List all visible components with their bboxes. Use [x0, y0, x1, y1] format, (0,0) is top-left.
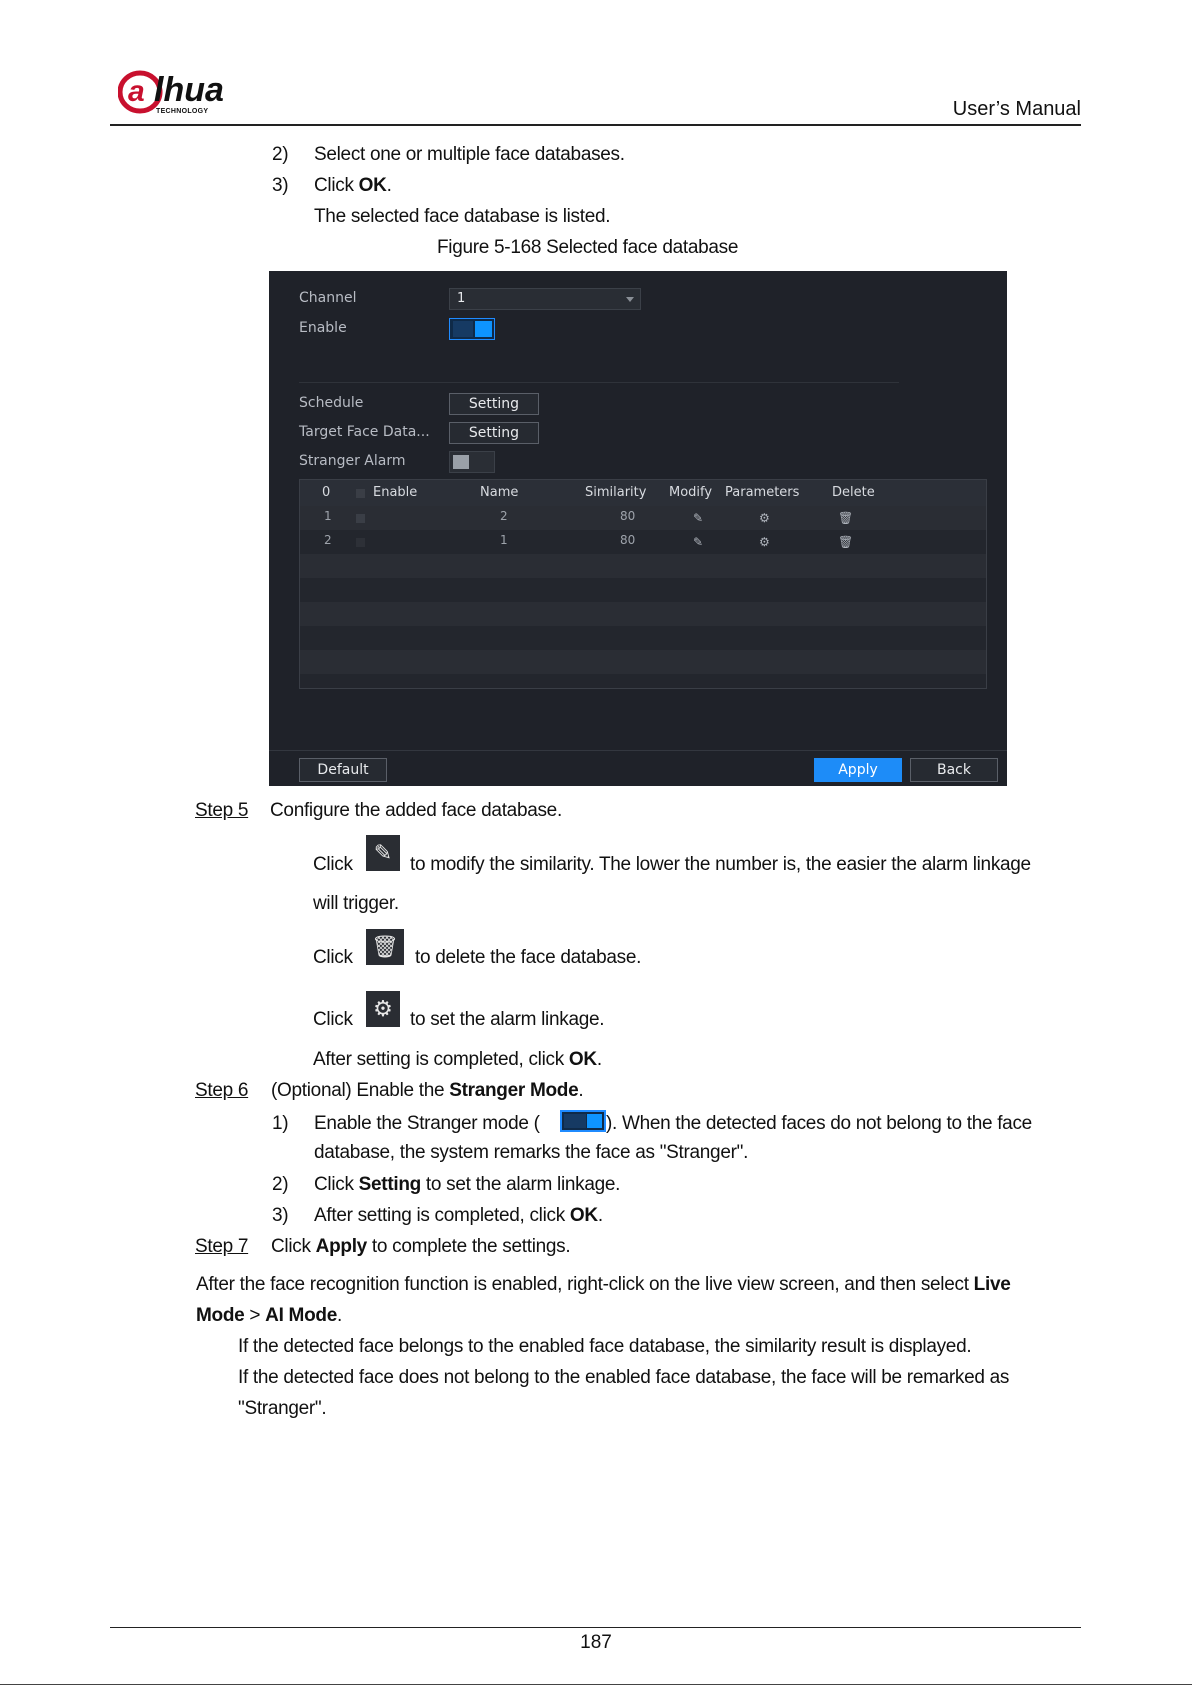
- row-enable-checkbox[interactable]: [356, 538, 365, 547]
- table-row-empty: [300, 578, 986, 602]
- alarm-text: to set the alarm linkage.: [410, 1009, 605, 1030]
- row-similarity: 80: [620, 509, 636, 523]
- gear-icon[interactable]: ⚙: [759, 535, 770, 549]
- row-similarity: 80: [620, 533, 636, 547]
- bullet-2-line2: "Stranger".: [238, 1398, 327, 1419]
- table-row-empty: [300, 626, 986, 650]
- row-index: 2: [324, 533, 332, 547]
- bullet-2-line1: If the detected face does not belong to the enabled face database, the face will be remarked as: [238, 1367, 1010, 1388]
- listed-note: The selected face database is listed.: [314, 206, 611, 227]
- stranger-alarm-toggle[interactable]: [449, 451, 495, 473]
- enable-label: Enable: [299, 320, 347, 336]
- header-rule: [110, 124, 1081, 126]
- gear-icon: ⚙: [366, 991, 400, 1027]
- channel-label: Channel: [299, 290, 357, 306]
- col-similarity: Similarity: [585, 485, 647, 500]
- trash-icon[interactable]: 🗑: [838, 511, 854, 525]
- sub3-text: After setting is completed, click OK.: [314, 1205, 603, 1226]
- default-button[interactable]: Default: [299, 758, 387, 782]
- enable-toggle[interactable]: [449, 318, 495, 340]
- face-db-table: [299, 479, 987, 689]
- sub-num: 2): [272, 1174, 289, 1195]
- svg-text:a: a: [128, 75, 145, 108]
- step7-text: Click Apply to complete the settings.: [271, 1236, 571, 1257]
- sub-num: 3): [272, 1205, 289, 1226]
- click-text: Click: [313, 854, 353, 875]
- after-setting-text: After setting is completed, click OK.: [313, 1049, 602, 1070]
- target-face-db-label: Target Face Data...: [299, 424, 430, 440]
- step5-text: Configure the added face database.: [270, 800, 562, 821]
- pencil-icon: ✎: [366, 835, 400, 871]
- col-name: Name: [480, 485, 519, 500]
- footer-rule: [110, 1627, 1081, 1628]
- step-text: Select one or multiple face databases.: [314, 144, 625, 165]
- schedule-setting-button[interactable]: Setting: [449, 393, 539, 415]
- table-row-empty: [300, 650, 986, 674]
- sub1-pre: Enable the Stranger mode (: [314, 1113, 540, 1134]
- brand-sub: TECHNOLOGY: [156, 108, 209, 115]
- row-name: 2: [500, 509, 508, 523]
- chevron-down-icon: [626, 297, 634, 302]
- step-num: 2): [272, 144, 289, 165]
- step5-label: Step 5: [195, 800, 249, 821]
- trash-icon: 🗑: [366, 929, 404, 965]
- figure-caption: Figure 5-168 Selected face database: [437, 237, 739, 258]
- click-text: Click: [313, 1009, 353, 1030]
- table-row: [300, 530, 986, 554]
- table-header: [300, 480, 986, 506]
- channel-value: 1: [457, 291, 466, 306]
- step-text: Click OK.: [314, 175, 392, 196]
- modify-text: to modify the similarity. The lower the number is, the easier the alarm linkage: [410, 854, 1031, 875]
- row-index: 1: [324, 509, 332, 523]
- header-title: User’s Manual: [952, 98, 1081, 120]
- step6-text: (Optional) Enable the Stranger Mode.: [271, 1080, 584, 1101]
- table-row: [300, 506, 986, 530]
- sub2-text: Click Setting to set the alarm linkage.: [314, 1174, 621, 1195]
- col-parameters: Parameters: [725, 485, 800, 500]
- delete-text: to delete the face database.: [415, 947, 642, 968]
- step6-label: Step 6: [195, 1080, 249, 1101]
- pencil-icon[interactable]: ✎: [693, 511, 704, 525]
- col-modify: Modify: [669, 485, 713, 500]
- channel-dropdown[interactable]: [449, 288, 641, 310]
- divider: [299, 382, 899, 383]
- select-all-checkbox[interactable]: [356, 489, 365, 498]
- sub-num: 1): [272, 1113, 289, 1134]
- page-number: 187: [580, 1632, 612, 1653]
- gear-icon[interactable]: ⚙: [759, 511, 770, 525]
- col-index: 0: [322, 485, 331, 500]
- after-line1: After the face recognition function is enabled, right-click on the live view screen, and then select Live: [196, 1274, 1011, 1295]
- col-delete: Delete: [832, 485, 875, 500]
- sub1-line2: database, the system remarks the face as "Stranger".: [314, 1142, 749, 1163]
- modify-text-2: will trigger.: [313, 893, 399, 914]
- after-line2: Mode > AI Mode.: [196, 1305, 342, 1326]
- step7-label: Step 7: [195, 1236, 249, 1257]
- row-name: 1: [500, 533, 508, 547]
- step-num: 3): [272, 175, 289, 196]
- sub1-post: ). When the detected faces do not belong to the face: [606, 1113, 1032, 1134]
- footer-divider: [269, 750, 1007, 751]
- table-row-empty: [300, 602, 986, 626]
- schedule-label: Schedule: [299, 395, 364, 411]
- row-enable-checkbox[interactable]: [356, 514, 365, 523]
- face-detect-settings-panel: [269, 271, 1007, 786]
- toggle-on-icon: [560, 1110, 606, 1132]
- target-face-setting-button[interactable]: Setting: [449, 422, 539, 444]
- bullet-1: If the detected face belongs to the enabled face database, the similarity result is displayed.: [238, 1336, 972, 1357]
- apply-button[interactable]: Apply: [814, 758, 902, 782]
- svg-text:lhua: lhua: [154, 71, 224, 109]
- back-button[interactable]: Back: [910, 758, 998, 782]
- trash-icon[interactable]: 🗑: [838, 535, 854, 549]
- col-enable: Enable: [373, 485, 418, 500]
- stranger-alarm-label: Stranger Alarm: [299, 453, 406, 469]
- click-text: Click: [313, 947, 353, 968]
- table-row-empty: [300, 554, 986, 578]
- pencil-icon[interactable]: ✎: [693, 535, 704, 549]
